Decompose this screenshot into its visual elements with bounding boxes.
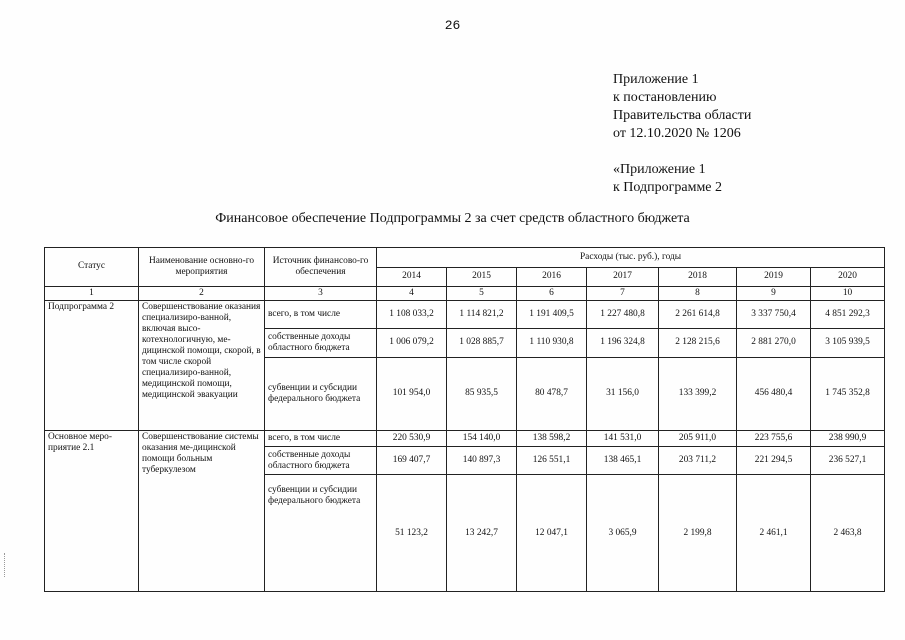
value-cell: 140 897,3 <box>447 446 517 474</box>
value-cell: 138 598,2 <box>517 430 587 446</box>
value-cell: 1 028 885,7 <box>447 329 517 357</box>
header-year: 2018 <box>659 268 737 286</box>
value-cell: 2 128 215,6 <box>659 329 737 357</box>
value-cell: 133 399,2 <box>659 357 737 430</box>
source-cell: собственные доходы областного бюджета <box>265 446 377 474</box>
appendix-line: Правительства области <box>613 108 752 123</box>
value-cell: 221 294,5 <box>737 446 811 474</box>
header-year: 2020 <box>811 268 885 286</box>
value-cell: 238 990,9 <box>811 430 885 446</box>
value-cell: 1 006 079,2 <box>377 329 447 357</box>
source-cell: субвенции и субсидии федерального бюджета <box>265 475 377 592</box>
value-cell: 126 551,1 <box>517 446 587 474</box>
value-cell: 141 531,0 <box>587 430 659 446</box>
table-row <box>45 430 885 446</box>
value-cell: 205 911,0 <box>659 430 737 446</box>
header-year: 2016 <box>517 268 587 286</box>
header-year: 2019 <box>737 268 811 286</box>
appendix-block <box>613 71 751 197</box>
column-number: 1 <box>45 286 139 300</box>
column-number: 7 <box>587 286 659 300</box>
value-cell: 3 105 939,5 <box>811 329 885 357</box>
value-cell: 456 480,4 <box>737 357 811 430</box>
value-cell: 236 527,1 <box>811 446 885 474</box>
value-cell: 4 851 292,3 <box>811 300 885 328</box>
value-cell: 3 337 750,4 <box>737 300 811 328</box>
value-cell: 1 196 324,8 <box>587 329 659 357</box>
activity-cell: Совершенствование оказания специализиро-ванной, включая высо-котехнологичную, ме-дицинской помощи, скорой, в том числе скорой специализиро-ванной, медицинской помощи, медицинской эвакуации <box>139 300 265 430</box>
header-year: 2014 <box>377 268 447 286</box>
value-cell: 1 227 480,8 <box>587 300 659 328</box>
column-number: 10 <box>811 286 885 300</box>
header-expenses: Расходы (тыс. руб.), годы <box>377 248 885 268</box>
value-cell: 31 156,0 <box>587 357 659 430</box>
appendix-line: от 12.10.2020 № 1206 <box>613 126 741 141</box>
activity-cell: Совершенствование системы оказания ме-дицинской помощи больным туберкулезом <box>139 430 265 591</box>
appendix-line: «Приложение 1 <box>613 162 706 177</box>
value-cell: 1 110 930,8 <box>517 329 587 357</box>
value-cell: 2 261 614,8 <box>659 300 737 328</box>
column-number: 5 <box>447 286 517 300</box>
header-activity: Наименование основно-го мероприятия <box>139 248 265 287</box>
value-cell: 220 530,9 <box>377 430 447 446</box>
table-row <box>45 300 885 328</box>
value-cell: 2 463,8 <box>811 475 885 592</box>
header-source: Источник финансово-го обеспечения <box>265 248 377 287</box>
value-cell: 85 935,5 <box>447 357 517 430</box>
value-cell: 2 881 270,0 <box>737 329 811 357</box>
appendix-line: к Подпрограмме 2 <box>613 180 723 195</box>
column-number: 4 <box>377 286 447 300</box>
appendix-line: к постановлению <box>613 90 717 105</box>
source-cell: собственные доходы областного бюджета <box>265 329 377 357</box>
value-cell: 2 461,1 <box>737 475 811 592</box>
value-cell: 223 755,6 <box>737 430 811 446</box>
value-cell: 1 745 352,8 <box>811 357 885 430</box>
value-cell: 1 108 033,2 <box>377 300 447 328</box>
source-cell: субвенции и субсидии федерального бюджета <box>265 357 377 430</box>
value-cell: 51 123,2 <box>377 475 447 592</box>
value-cell: 13 242,7 <box>447 475 517 592</box>
value-cell: 1 114 821,2 <box>447 300 517 328</box>
page-number: 26 <box>444 18 461 33</box>
status-cell: Подпрограмма 2 <box>45 300 139 430</box>
value-cell: 138 465,1 <box>587 446 659 474</box>
value-cell: 101 954,0 <box>377 357 447 430</box>
header-year: 2017 <box>587 268 659 286</box>
column-number: 9 <box>737 286 811 300</box>
value-cell: 3 065,9 <box>587 475 659 592</box>
header-year: 2015 <box>447 268 517 286</box>
value-cell: 80 478,7 <box>517 357 587 430</box>
column-number: 3 <box>265 286 377 300</box>
value-cell: 154 140,0 <box>447 430 517 446</box>
column-number: 8 <box>659 286 737 300</box>
source-cell: всего, в том числе <box>265 300 377 328</box>
value-cell: 169 407,7 <box>377 446 447 474</box>
appendix-line: Приложение 1 <box>613 72 699 87</box>
value-cell: 12 047,1 <box>517 475 587 592</box>
value-cell: 1 191 409,5 <box>517 300 587 328</box>
value-cell: 203 711,2 <box>659 446 737 474</box>
column-number: 2 <box>139 286 265 300</box>
financing-table <box>44 247 885 592</box>
value-cell: 2 199,8 <box>659 475 737 592</box>
status-cell: Основное меро-приятие 2.1 <box>45 430 139 591</box>
source-cell: всего, в том числе <box>265 430 377 446</box>
column-numbers-row <box>45 286 885 300</box>
header-status: Статус <box>45 248 139 287</box>
document-title: Финансовое обеспечение Подпрограммы 2 за счет средств областного бюджета <box>215 211 690 226</box>
column-number: 6 <box>517 286 587 300</box>
scan-margin-mark <box>4 553 8 577</box>
